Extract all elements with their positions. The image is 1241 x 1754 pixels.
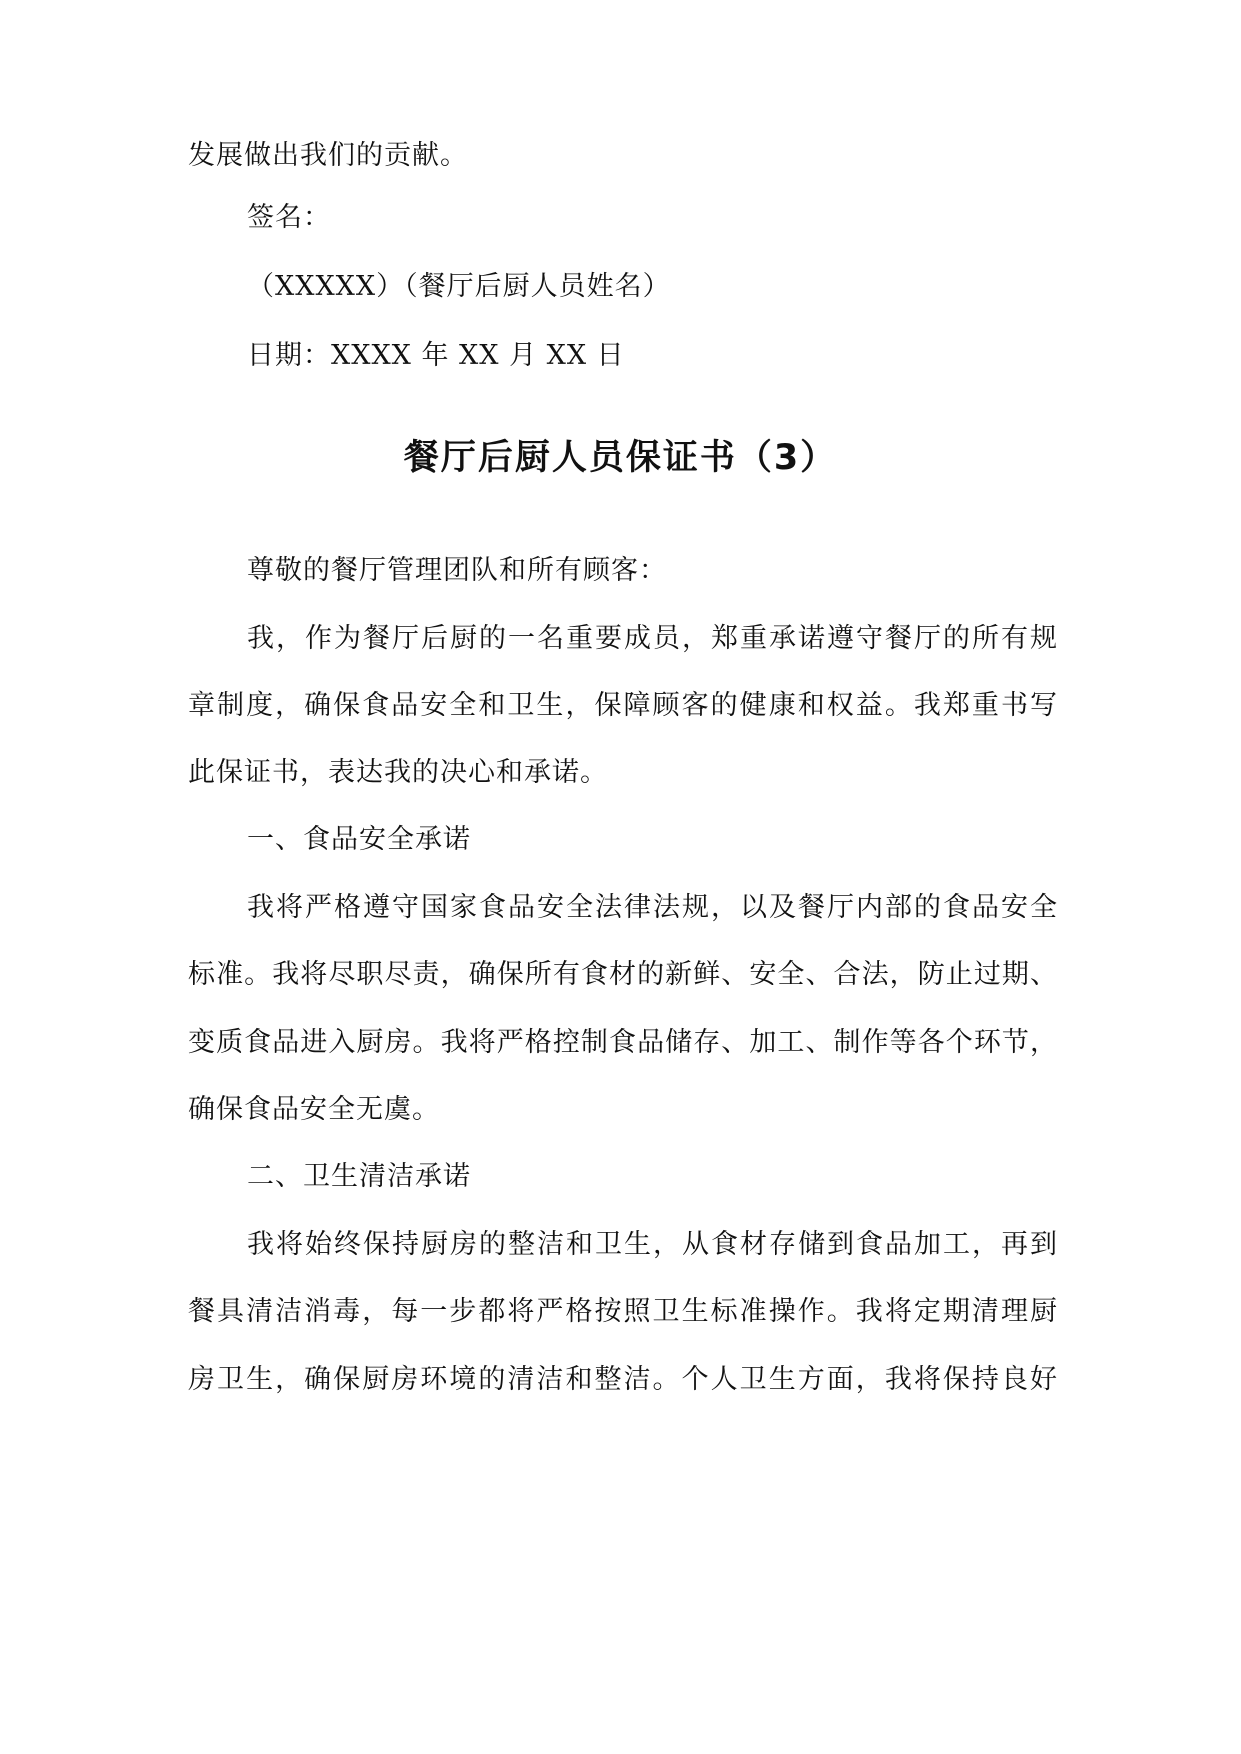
date-line: 日期：XXXX 年 XX 月 XX 日 bbox=[247, 340, 625, 371]
paragraph-line: 我，作为餐厅后厨的一名重要成员，郑重承诺遵守餐厅的所有规 bbox=[247, 623, 1058, 654]
paragraph-line: 我将始终保持厨房的整洁和卫生，从食材存储到食品加工，再到 bbox=[247, 1229, 1058, 1260]
paragraph-line: 确保食品安全无虞。 bbox=[188, 1094, 440, 1125]
paragraph-line: 此保证书，表达我的决心和承诺。 bbox=[188, 757, 608, 788]
section-heading: 一、食品安全承诺 bbox=[247, 824, 471, 855]
paragraph-line: 我将严格遵守国家食品安全法律法规，以及餐厅内部的食品安全 bbox=[247, 892, 1058, 923]
salutation: 尊敬的餐厅管理团队和所有顾客： bbox=[247, 555, 667, 586]
paragraph-line: 变质食品进入厨房。我将严格控制食品储存、加工、制作等各个环节， bbox=[188, 1027, 1058, 1058]
signature-name: （XXXXX）（餐厅后厨人员姓名） bbox=[247, 271, 671, 302]
section-heading: 二、卫生清洁承诺 bbox=[247, 1161, 471, 1192]
paragraph-line: 房卫生，确保厨房环境的清洁和整洁。个人卫生方面，我将保持良好 bbox=[188, 1364, 1058, 1395]
document-title: 餐厅后厨人员保证书（3） bbox=[403, 438, 838, 478]
paragraph-line: 餐具清洁消毒，每一步都将严格按照卫生标准操作。我将定期清理厨 bbox=[188, 1296, 1058, 1327]
closing-line: 发展做出我们的贡献。 bbox=[188, 140, 468, 171]
paragraph-line: 章制度，确保食品安全和卫生，保障顾客的健康和权益。我郑重书写 bbox=[188, 690, 1058, 721]
paragraph-line: 标准。我将尽职尽责，确保所有食材的新鲜、安全、合法，防止过期、 bbox=[188, 959, 1058, 990]
signature-label: 签名： bbox=[247, 202, 331, 233]
